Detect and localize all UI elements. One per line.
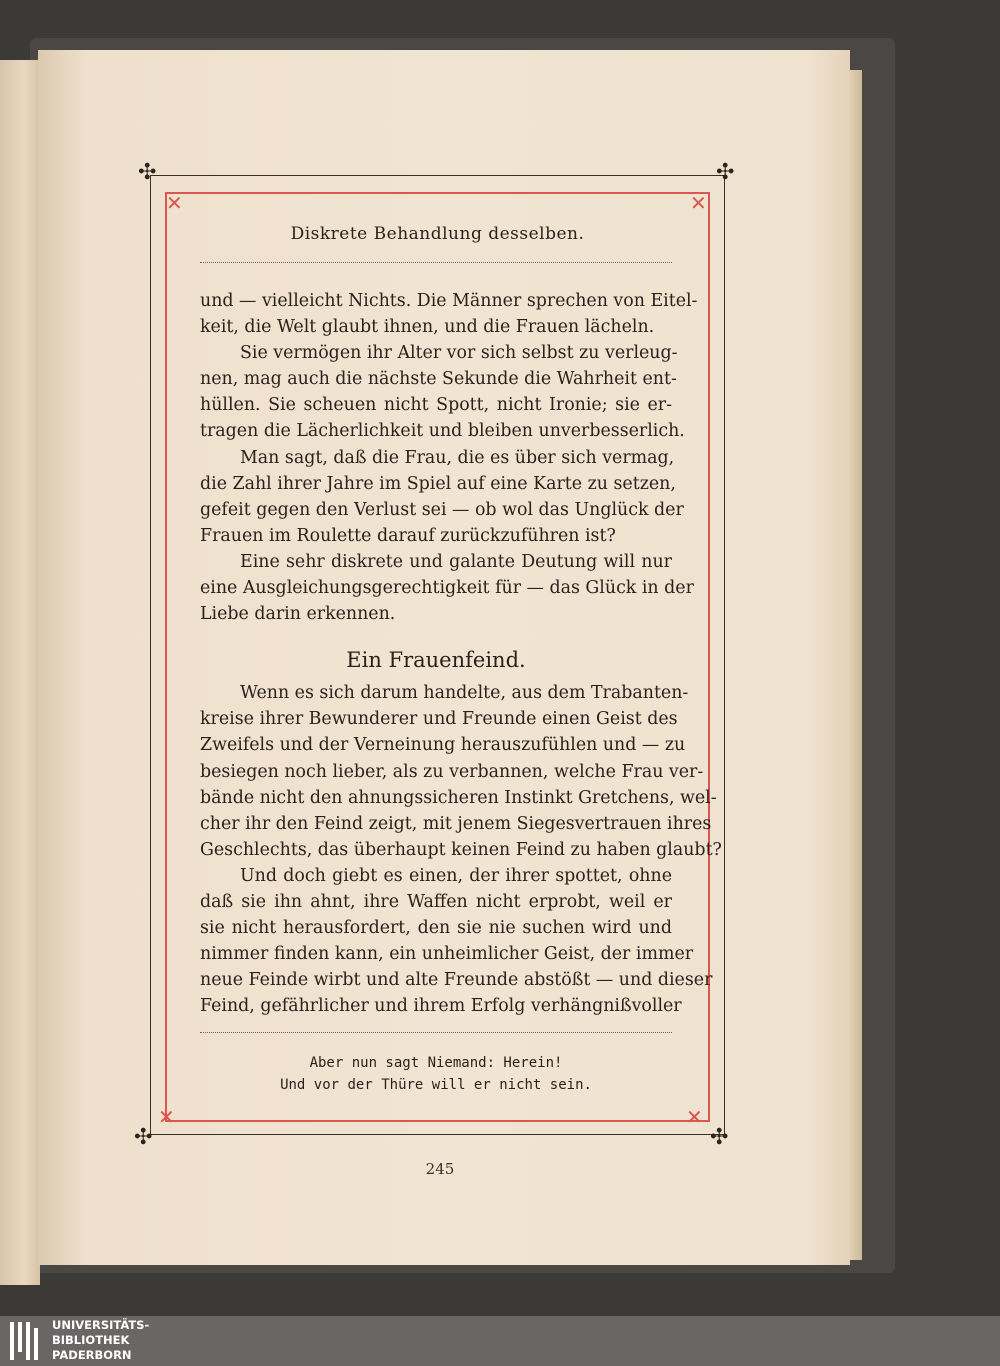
text-line: kreise ihrer Bewunderer und Freunde einen Geist des <box>200 709 678 730</box>
text-line: Man sagt, daß die Frau, die es über sich vermag, <box>240 447 675 468</box>
red-cross-icon: ✕ <box>158 1105 175 1129</box>
text-line: bände nicht den ahnungssicheren Instinkt Gretchens, wel- <box>200 787 717 808</box>
text-line: und — vielleicht Nichts. Die Männer sprechen von Eitel- <box>200 291 698 311</box>
library-name <box>52 1318 149 1363</box>
text-line: sie nicht herausfordert, den sie nie suchen wird und <box>200 918 672 939</box>
section-title: Ein Frauenfeind. <box>346 648 526 673</box>
text-line: tragen die Lächerlichkeit und bleiben unverbesserlich. <box>200 421 685 442</box>
text-line: gefeit gegen den Verlust sei — ob wol das Unglück der <box>200 499 684 520</box>
library-logo-icon <box>6 1318 46 1364</box>
page-number: 245 <box>425 1160 455 1178</box>
text-line: eine Ausgleichungsgerechtigkeit für — das Glück in der <box>200 578 694 599</box>
facing-page-edge <box>0 60 40 1285</box>
library-footer-bar <box>0 1316 1000 1366</box>
red-cross-icon: ✕ <box>166 191 183 215</box>
page-stack-edge <box>848 70 862 1260</box>
text-line: Frauen im Roulette darauf zurückzuführen ist? <box>200 525 616 546</box>
text-line: besiegen noch lieber, als zu verbannen, welche Frau ver- <box>200 761 704 782</box>
red-cross-icon: ✕ <box>686 1105 703 1129</box>
text-line: cher ihr den Feind zeigt, mit jenem Siegesvertrauen ihres <box>200 813 712 834</box>
library-name-line: BIBLIOTHEK <box>52 1333 130 1347</box>
text-line: Feind, gefährlicher und ihrem Erfolg verhängnißvoller <box>200 996 682 1017</box>
verse-line: Und vor der Thüre will er nicht sein. <box>280 1077 592 1093</box>
text-line: nimmer finden kann, ein unheimlicher Geist, der immer <box>200 944 694 965</box>
header-rule <box>200 262 672 263</box>
text-line: nen, mag auch die nächste Sekunde die Wahrheit ent- <box>200 369 677 390</box>
library-name-line: PADERBORN <box>52 1348 132 1362</box>
running-head: Diskrete Behandlung desselben. <box>290 224 585 244</box>
verse-line: Aber nun sagt Niemand: Herein! <box>309 1055 563 1071</box>
corner-ornament-icon: ✣ <box>138 160 157 185</box>
text-line: die Zahl ihrer Jahre im Spiel auf eine Karte zu setzen, <box>200 473 676 494</box>
library-name-line: UNIVERSITÄTS- <box>52 1318 150 1332</box>
text-line: Sie vermögen ihr Alter vor sich selbst zu verleug- <box>240 343 678 364</box>
body-text <box>200 288 722 1019</box>
red-cross-icon: ✕ <box>690 191 707 215</box>
text-line: keit, die Welt glaubt ihnen, und die Frauen lächeln. <box>200 317 655 338</box>
text-line: Zweifels und der Verneinung herauszufühlen und — zu <box>200 735 686 756</box>
footer-rule <box>200 1032 672 1033</box>
corner-ornament-icon: ✣ <box>710 1125 729 1150</box>
text-line: Geschlechts, das überhaupt keinen Feind zu haben glaubt? <box>200 839 722 860</box>
text-line: daß sie ihn ahnt, ihre Waffen nicht erprobt, weil er <box>200 891 672 912</box>
text-line: Wenn es sich darum handelte, aus dem Trabanten- <box>240 683 689 704</box>
text-line: hüllen. Sie scheuen nicht Spott, nicht Ironie; sie er- <box>200 395 672 416</box>
corner-ornament-icon: ✣ <box>134 1125 153 1150</box>
footer-verse <box>200 1052 672 1096</box>
text-line: neue Feinde wirbt und alte Freunde abstößt — und dieser <box>200 970 713 991</box>
text-line: Eine sehr diskrete und galante Deutung will nur <box>240 551 672 572</box>
corner-ornament-icon: ✣ <box>716 160 735 185</box>
text-line: Liebe darin erkennen. <box>200 604 396 625</box>
text-line: Und doch giebt es einen, der ihrer spottet, ohne <box>240 865 672 886</box>
